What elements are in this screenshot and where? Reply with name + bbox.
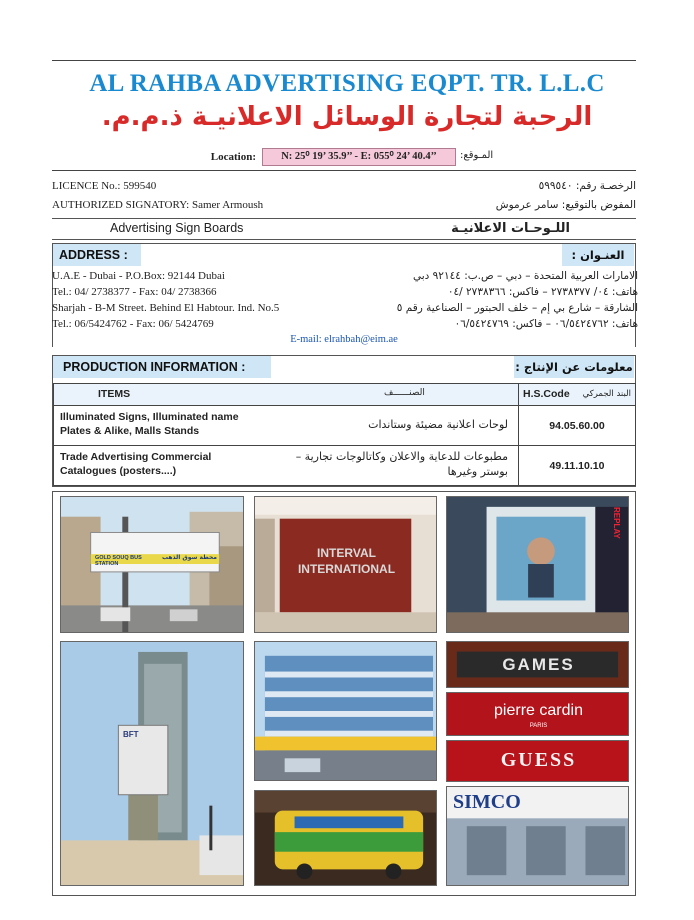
photo-interval	[254, 496, 437, 633]
company-name-ar: الرحبة لتجارة الوسائل الاعلانيـة ذ.م.م.	[101, 102, 593, 132]
item-cell	[54, 446, 519, 486]
address-line-2: Tel.: 04/ 2738377 - Fax: 04/ 2738366	[52, 286, 217, 298]
company-name-en: AL RAHBA ADVERTISING EQPT. TR. L.L.C	[89, 70, 605, 97]
signatory-ar: المفوض بالتوقيع: سامر عرموش	[495, 199, 636, 211]
photo-tower	[60, 641, 244, 886]
address-line-1: U.A.E - Dubai - P.O.Box: 92144 Dubai	[52, 270, 225, 282]
photo-bus	[254, 790, 437, 886]
hs-header: H.S.Code	[523, 388, 570, 400]
interval-line-2: INTERNATIONAL	[297, 562, 396, 576]
photo-pierre-cardin	[446, 692, 629, 736]
items-header-cell	[54, 384, 519, 406]
bus-sign-text-ar: محطة سوق الذهب	[161, 554, 217, 561]
item-ar: مطبوعات للدعاية والاعلان وكاتالوجات تجارية – بوستر وغيرها	[295, 450, 508, 478]
signatory-en: AUTHORIZED SIGNATORY: Samer Armoush	[52, 199, 264, 211]
photo-bus-station	[60, 496, 244, 633]
licence-ar: الرخصـة رقم: ٥٩٩٥٤٠	[538, 180, 636, 192]
address-line-3: Sharjah - B-M Street. Behind El Habtour. Ind. No.5	[52, 302, 280, 314]
replay-text: REPLAY	[612, 507, 621, 539]
address-heading: ADDRESS :	[53, 244, 141, 266]
games-text: GAMES	[502, 655, 575, 674]
activity-en: Advertising Sign Boards	[110, 221, 244, 235]
pierre-cardin-sub: PARIS	[529, 723, 548, 729]
address-line-ar-2: هاتف: ٠٤/ ٢٧٣٨٣٧٧ – فاكس: ٢٧٣٨٣٦٦ /٠٤	[447, 286, 638, 298]
production-table	[53, 383, 636, 486]
location-value: N: 25⁰ 19’ 35.9’’ - E: 055⁰ 24’ 40.4’’	[262, 148, 456, 166]
item-ar: لوحات اعلانية مضيئة وستاندات	[368, 418, 508, 431]
item-en: Trade Advertising Commercial Catalogues (posters....)	[60, 451, 212, 477]
interval-text	[285, 545, 408, 577]
pierre-cardin-text: pierre cardin	[494, 702, 583, 719]
photo-replay	[446, 496, 629, 633]
table-row	[54, 406, 636, 446]
item-cell	[54, 406, 519, 446]
location-label-ar: المـوقع:	[460, 150, 494, 161]
activity-ar: اللـوحـات الاعلانيـة	[451, 221, 570, 236]
hs-header-cell	[519, 384, 636, 406]
table-row	[54, 446, 636, 486]
guess-text: GUESS	[500, 749, 577, 771]
item-en: Illuminated Signs, Illuminated name Plates & Alike, Malls Stands	[60, 411, 239, 437]
photo-building	[254, 641, 437, 781]
hs-code: 94.05.60.00	[519, 406, 636, 446]
simco-text: SIMCO	[453, 791, 521, 813]
address-line-ar-1: الامارات العربية المتحدة – دبي – ص.ب: ٩٢١٤٤ دبي	[412, 270, 638, 282]
address-line-ar-4: هاتف: ٠٦/٥٤٢٤٧٦٢ – فاكس: ٠٦/٥٤٢٤٧٦٩	[454, 318, 638, 330]
header-rule	[52, 170, 636, 171]
production-heading-ar: معلومات عن الإنتاج :	[514, 356, 634, 378]
address-line-ar-3: الشارقة – شارع بي إم – خلف الحبتور – الصناعية رقم ٥	[396, 302, 638, 314]
bus-sign-text: GOLD SOUQ BUS STATION	[95, 555, 142, 567]
production-heading: PRODUCTION INFORMATION :	[53, 356, 271, 378]
email-link[interactable]: E-mail: elrahbah@eim.ae	[290, 334, 398, 345]
top-rule	[52, 60, 636, 61]
interval-line-1: INTERVAL	[317, 546, 376, 560]
hs-header-ar: البند الجمركي	[582, 389, 631, 399]
licence-en: LICENCE No.: 599540	[52, 180, 157, 192]
items-header-ar: الصنــــــف	[384, 388, 425, 398]
address-heading-ar: العنـوان :	[562, 244, 634, 266]
photo-games	[446, 641, 629, 688]
hs-code: 49.11.10.10	[519, 446, 636, 486]
location-label: Location:	[210, 151, 256, 163]
items-header: ITEMS	[98, 388, 131, 400]
address-line-4: Tel.: 06/5424762 - Fax: 06/ 5424769	[52, 318, 214, 330]
tower-sign-text: BFT	[123, 730, 139, 739]
photo-simco	[446, 786, 629, 886]
photo-guess	[446, 740, 629, 782]
